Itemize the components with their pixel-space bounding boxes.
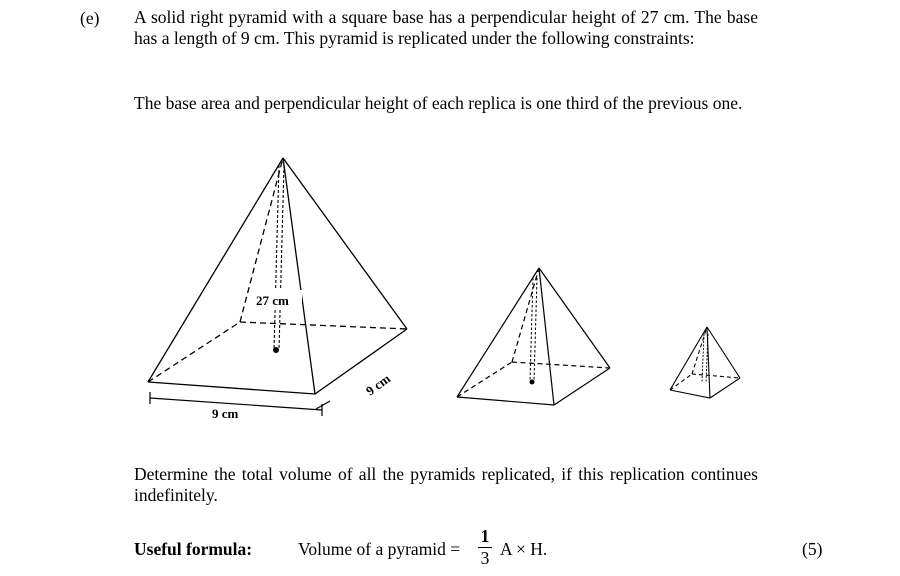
medium-pyramid (457, 268, 610, 405)
large-pyramid (148, 158, 407, 394)
marks-allocation: (5) (802, 539, 823, 559)
fraction-denominator: 3 (480, 548, 490, 568)
one-third-fraction (478, 527, 492, 568)
side-label: 9 cm (362, 370, 394, 399)
large-apex-foot-dot (273, 347, 279, 353)
question-paragraph-1: A solid right pyramid with a square base has a perpendicular height of 27 cm. The base has a length of 9 cm. This pyramid is replicated under the following constraints: (134, 7, 758, 48)
base-dimension (150, 392, 330, 416)
formula-lhs: Volume of a pyramid = (298, 539, 461, 559)
base-label: 9 cm (212, 406, 239, 421)
question-paragraph-2: The base area and perpendicular height of each replica is one third of the previous one. (134, 93, 743, 113)
useful-formula-label: Useful formula: (134, 539, 253, 559)
useful-formula-row (134, 527, 834, 573)
small-pyramid (670, 327, 740, 398)
formula-rhs: A × H. (500, 539, 548, 559)
question-label: (e) (80, 8, 100, 28)
question-paragraph-3: Determine the total volume of all the pyramids replicated, if this replication continues indefinitely. (134, 464, 758, 505)
height-label: 27 cm (256, 293, 289, 308)
fraction-numerator: 1 (480, 526, 490, 546)
medium-apex-foot-dot (530, 380, 535, 385)
